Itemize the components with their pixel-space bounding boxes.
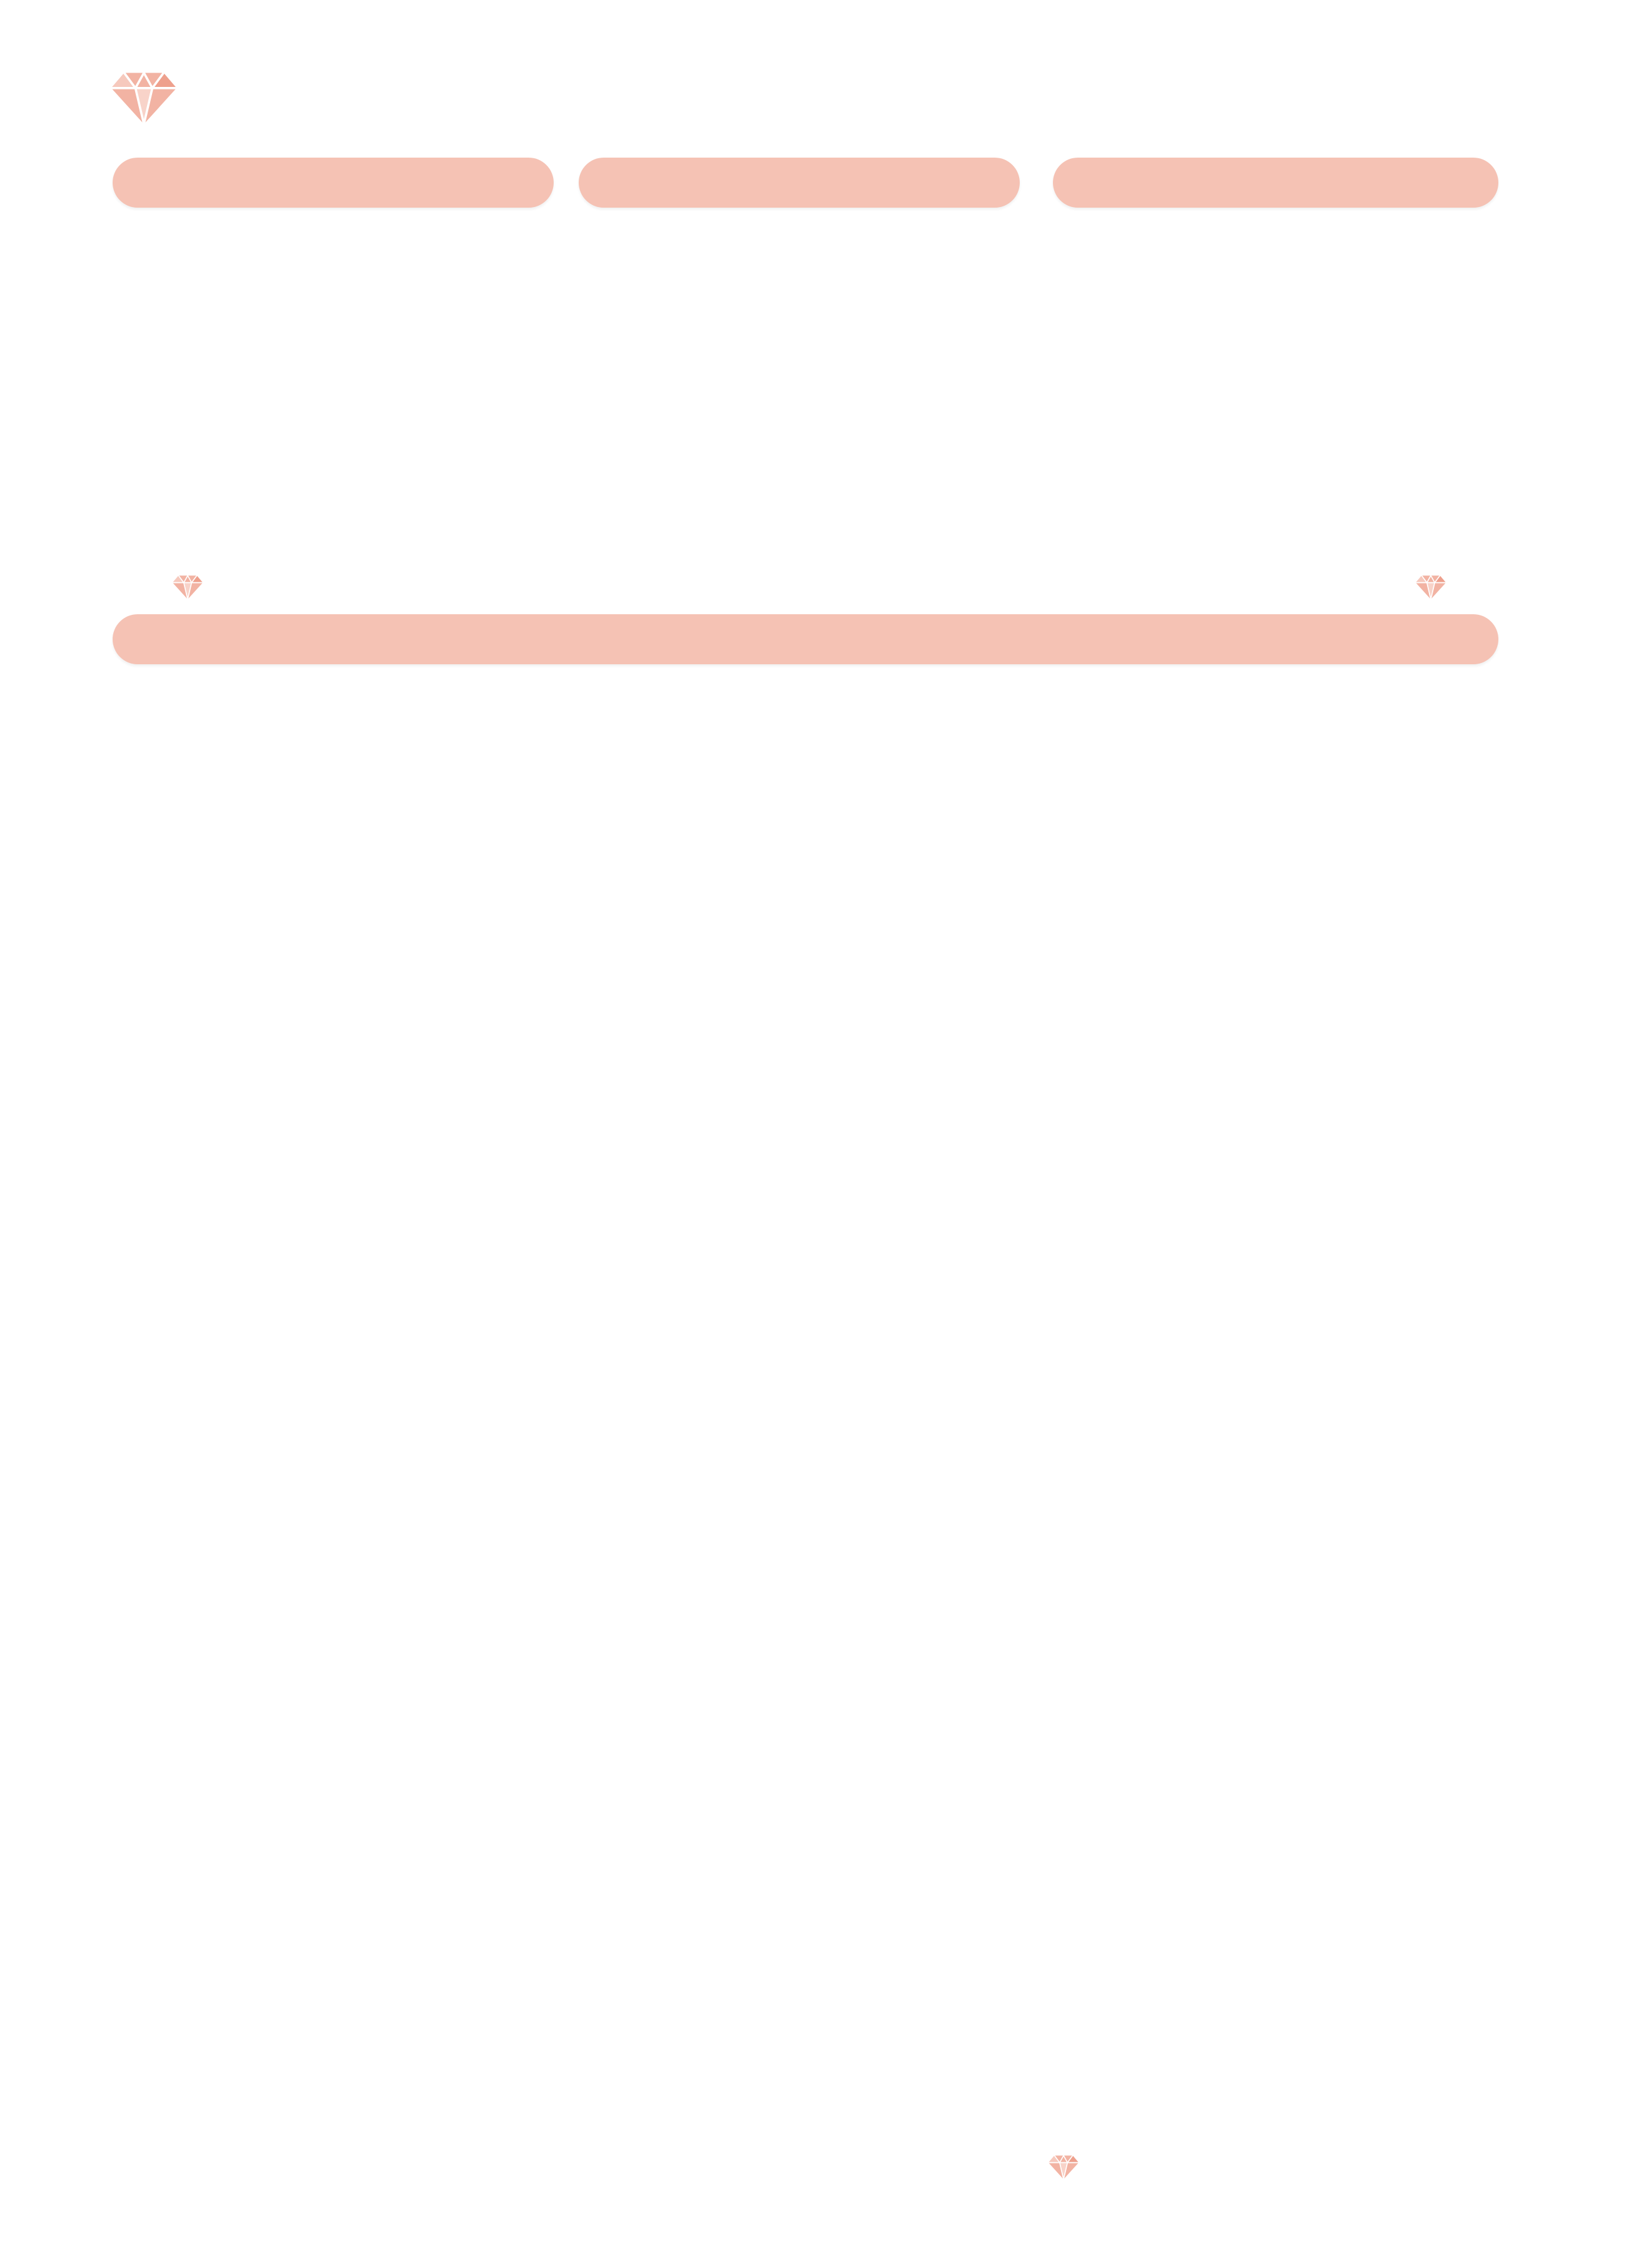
diamond-icon [172,574,203,600]
diamond-icon [1415,574,1446,600]
prescription-header [1053,158,1498,208]
diamond-icon [109,70,178,126]
consult-header [113,158,554,208]
tests-header [113,614,1498,664]
certificates-header [579,158,1020,208]
diamond-icon [1048,2154,1079,2180]
